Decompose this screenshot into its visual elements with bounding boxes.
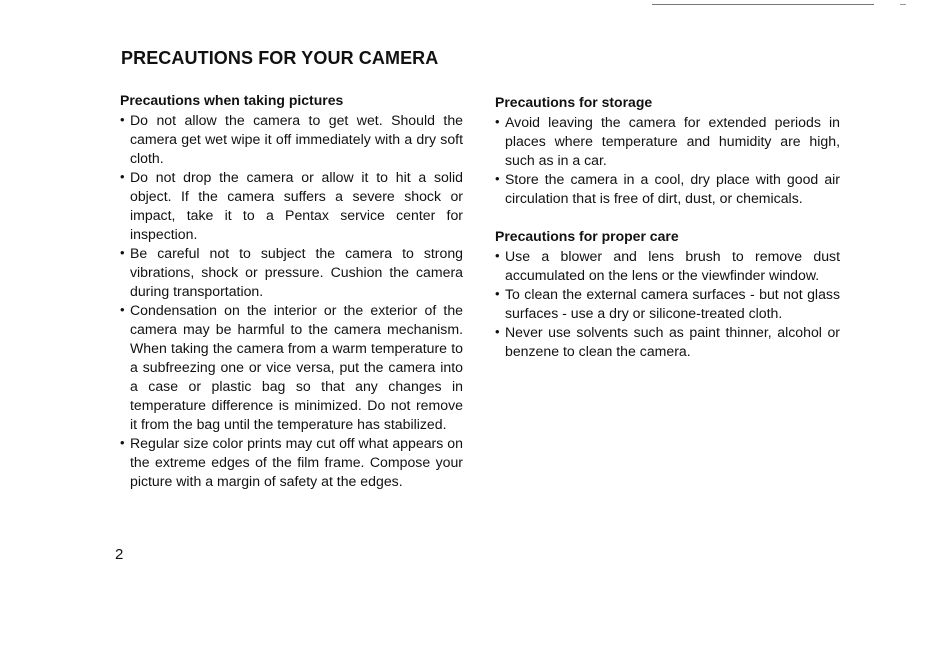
list-item bbox=[495, 323, 840, 361]
top-edge-dash bbox=[900, 4, 906, 5]
bullet-list-storage bbox=[495, 113, 840, 208]
bullet-icon: • bbox=[120, 245, 125, 261]
list-item bbox=[495, 170, 840, 208]
bullet-list-taking-pictures bbox=[120, 111, 463, 491]
list-item-text: Avoid leaving the camera for extended periods in places where temperature and humidity are high, such as in a car. bbox=[505, 113, 840, 168]
list-item bbox=[495, 285, 840, 323]
bullet-icon: • bbox=[120, 169, 125, 185]
list-item-text: Do not drop the camera or allow it to hit a solid object. If the camera suffers a severe shock or impact, take it to a Pentax service center for inspection. bbox=[130, 169, 463, 242]
top-edge-rule bbox=[652, 4, 874, 5]
section-heading-taking-pictures: Precautions when taking pictures bbox=[120, 92, 344, 108]
list-item bbox=[495, 247, 840, 285]
list-item-text: Never use solvents such as paint thinner, alcohol or benzene to clean the camera. bbox=[505, 324, 840, 360]
list-item-text: Be careful not to subject the camera to strong vibrations, shock or pressure. Cushion the camera during transportation. bbox=[130, 245, 463, 300]
list-item-text: To clean the external camera surfaces - but not glass surfaces - use a dry or silicone-treated cloth. bbox=[505, 286, 840, 322]
bullet-icon: • bbox=[495, 324, 500, 340]
bullet-icon: • bbox=[120, 111, 125, 127]
list-item bbox=[120, 434, 463, 491]
bullet-icon: • bbox=[495, 113, 500, 129]
section-taking-pictures bbox=[120, 91, 463, 491]
list-item bbox=[120, 168, 463, 244]
bullet-icon: • bbox=[120, 435, 125, 451]
page-number: 2 bbox=[115, 546, 124, 563]
bullet-list-proper-care bbox=[495, 247, 840, 361]
list-item-text: Regular size color prints may cut off what appears on the extreme edges of the film frame. Compose your picture with a margin of safety at the edges. bbox=[130, 435, 463, 490]
list-item bbox=[120, 244, 463, 301]
bullet-icon: • bbox=[120, 302, 125, 318]
section-heading-proper-care: Precautions for proper care bbox=[495, 227, 679, 244]
bullet-icon: • bbox=[495, 286, 500, 302]
right-column bbox=[495, 93, 840, 362]
page-title: PRECAUTIONS FOR YOUR CAMERA bbox=[121, 48, 439, 69]
list-item bbox=[495, 113, 840, 170]
bullet-icon: • bbox=[495, 171, 500, 187]
list-item-text: Do not allow the camera to get wet. Should the camera get wet wipe it off immediately with a dry soft cloth. bbox=[130, 111, 463, 166]
list-item-text: Use a blower and lens brush to remove dust accumulated on the lens or the viewfinder window. bbox=[505, 247, 840, 283]
section-proper-care bbox=[495, 227, 840, 361]
list-item bbox=[120, 111, 463, 168]
list-item-text: Condensation on the interior or the exterior of the camera may be harmful to the camera mechanism. When taking the camera from a warm temperature to a subfreezing one or vice versa, put the camera into a case or plastic bag so that any changes in temperature difference is minimized. Do not remove it from the bag until the temperature has stabilized. bbox=[130, 302, 463, 432]
left-column bbox=[120, 91, 463, 492]
section-storage bbox=[495, 93, 840, 208]
list-item bbox=[120, 301, 463, 433]
list-item-text: Store the camera in a cool, dry place with good air circulation that is free of dirt, dust, or chemicals. bbox=[505, 171, 840, 207]
section-heading-storage: Precautions for storage bbox=[495, 94, 653, 110]
bullet-icon: • bbox=[495, 247, 500, 263]
